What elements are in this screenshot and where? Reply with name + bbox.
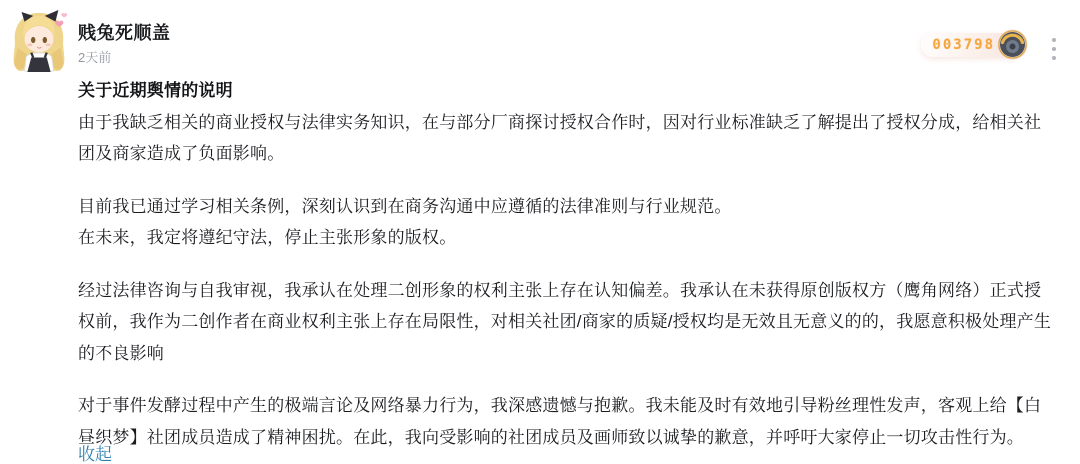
paragraph-line: 目前我已通过学习相关条例，深刻认识到在商务沟通中应遵循的法律准则与行业规范。 (78, 196, 732, 216)
post-paragraph (78, 107, 1053, 170)
fan-number-badge[interactable] (921, 33, 1023, 57)
author-name[interactable]: 贱兔死顺盖 (78, 23, 171, 43)
post-title: 关于近期舆情的说明 (78, 81, 233, 100)
post-body (78, 75, 1053, 453)
more-options-icon[interactable] (1050, 36, 1058, 62)
user-avatar[interactable] (8, 8, 70, 74)
paragraph-line: 在未来，我定将遵纪守法，停止主张形象的版权。 (78, 228, 457, 247)
post-paragraph (78, 191, 1053, 254)
post-paragraph (78, 275, 1053, 370)
paragraph-line: 经过法律咨询与自我审视，我承认在处理二创形象的权利主张上存在认知偏差。我承认在未获得原创版权方（鹰角网络）正式授权前，我作为二创作者在商业权利主张上存在局限性，对相关社团/商家的质疑/授权均是无效且无意义的的，我愿意积极处理产生的不良影响 (78, 280, 1052, 363)
collapse-link[interactable]: 收起 (78, 445, 112, 464)
medal-icon (997, 29, 1028, 60)
anime-girl-avatar-icon (8, 8, 70, 74)
post-paragraph (78, 390, 1053, 453)
paragraph-line: 对于事件发酵过程中产生的极端言论及网络暴力行为，我深感遗憾与抱歉。我未能及时有效地引导粉丝理性发声，客观上给【白昼织梦】社团成员造成了精神困扰。在此，我向受影响的社团成员及画师致以诚挚的歉意，并呼吁大家停止一切攻击性行为。 (78, 396, 1042, 447)
paragraph-line: 由于我缺乏相关的商业授权与法律实务知识，在与部分厂商探讨授权合作时，因对行业标准缺乏了解提出了授权分成，给相关社团及商家造成了负面影响。 (78, 112, 1042, 163)
fan-number-value: 003798 (932, 37, 995, 53)
post-timestamp: 2天前 (78, 50, 112, 65)
